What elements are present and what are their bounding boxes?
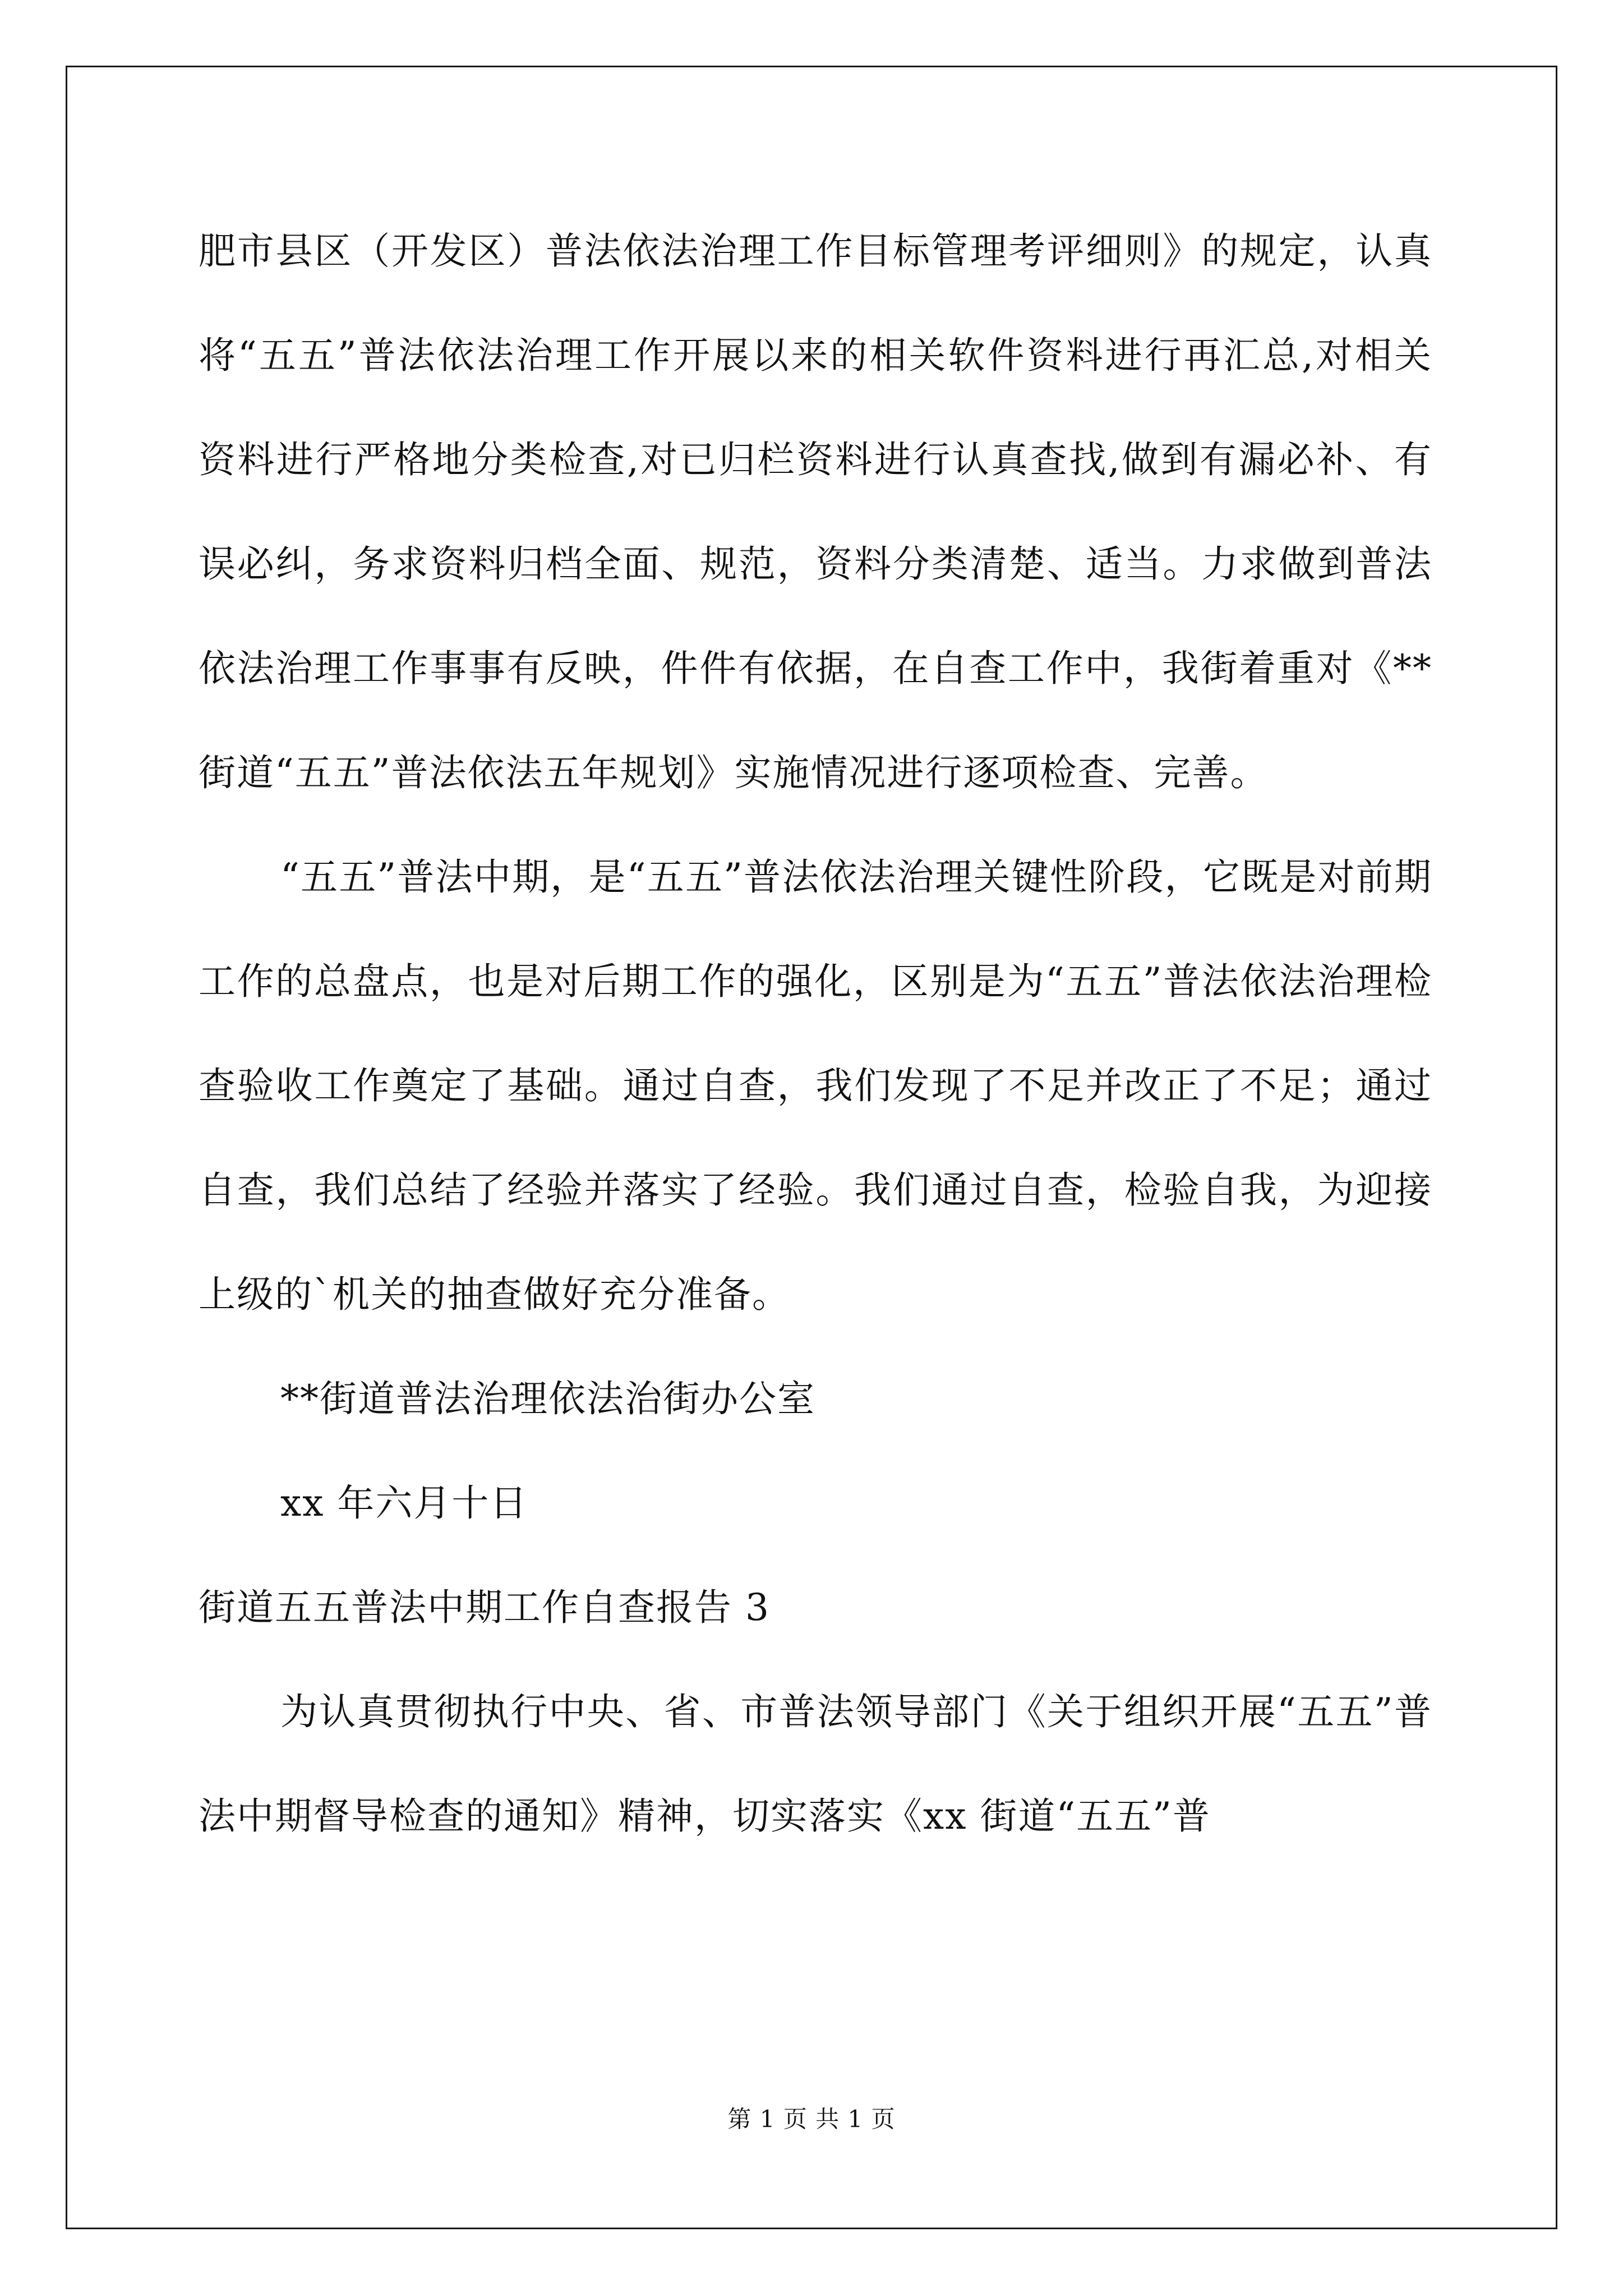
section-heading: 街道五五普法中期工作自查报告 3 [199, 1586, 770, 1629]
page-footer: 第 1 页 共 1 页 [727, 2105, 896, 2133]
signature-office: **街道普法治理依法治街办公室 [280, 1377, 815, 1420]
paragraph-continuation: 肥市县区（开发区）普法依法治理工作目标管理考评细则》的规定，认真将“五五”普法依法治理工作开展以来的相关软件资料进行再汇总,对相关资料进行严格地分类检查,对已归栏资料进行认真查找,做到有漏必补、有误必纠，务求资料归档全面、规范，资料分类清楚、适当。力求做到普法依法治理工作事事有反映，件件有依据，在自查工作中，我街着重对《**街道“五五”普法依法五年规划》实施情况进行逐项检查、完善。 [199, 229, 1432, 794]
paragraph-report-intro: 为认真贯彻执行中央、省、市普法领导部门《关于组织开展“五五”普法中期督导检查的通知》精神，切实落实《xx 街道“五五”普 [199, 1690, 1432, 1838]
signature-date: xx 年六月十日 [280, 1481, 528, 1525]
paragraph-midterm-summary: “五五”普法中期，是“五五”普法依法治理关键性阶段，它既是对前期工作的总盘点，也是对后期工作的强化，区别是为“五五”普法依法治理检查验收工作奠定了基础。通过自查，我们发现了不足并改正了不足；通过自查，我们总结了经验并落实了经验。我们通过自查，检验自我，为迎接上级的`机关的抽查做好充分准备。 [199, 855, 1432, 1316]
document-body [199, 199, 1432, 1869]
